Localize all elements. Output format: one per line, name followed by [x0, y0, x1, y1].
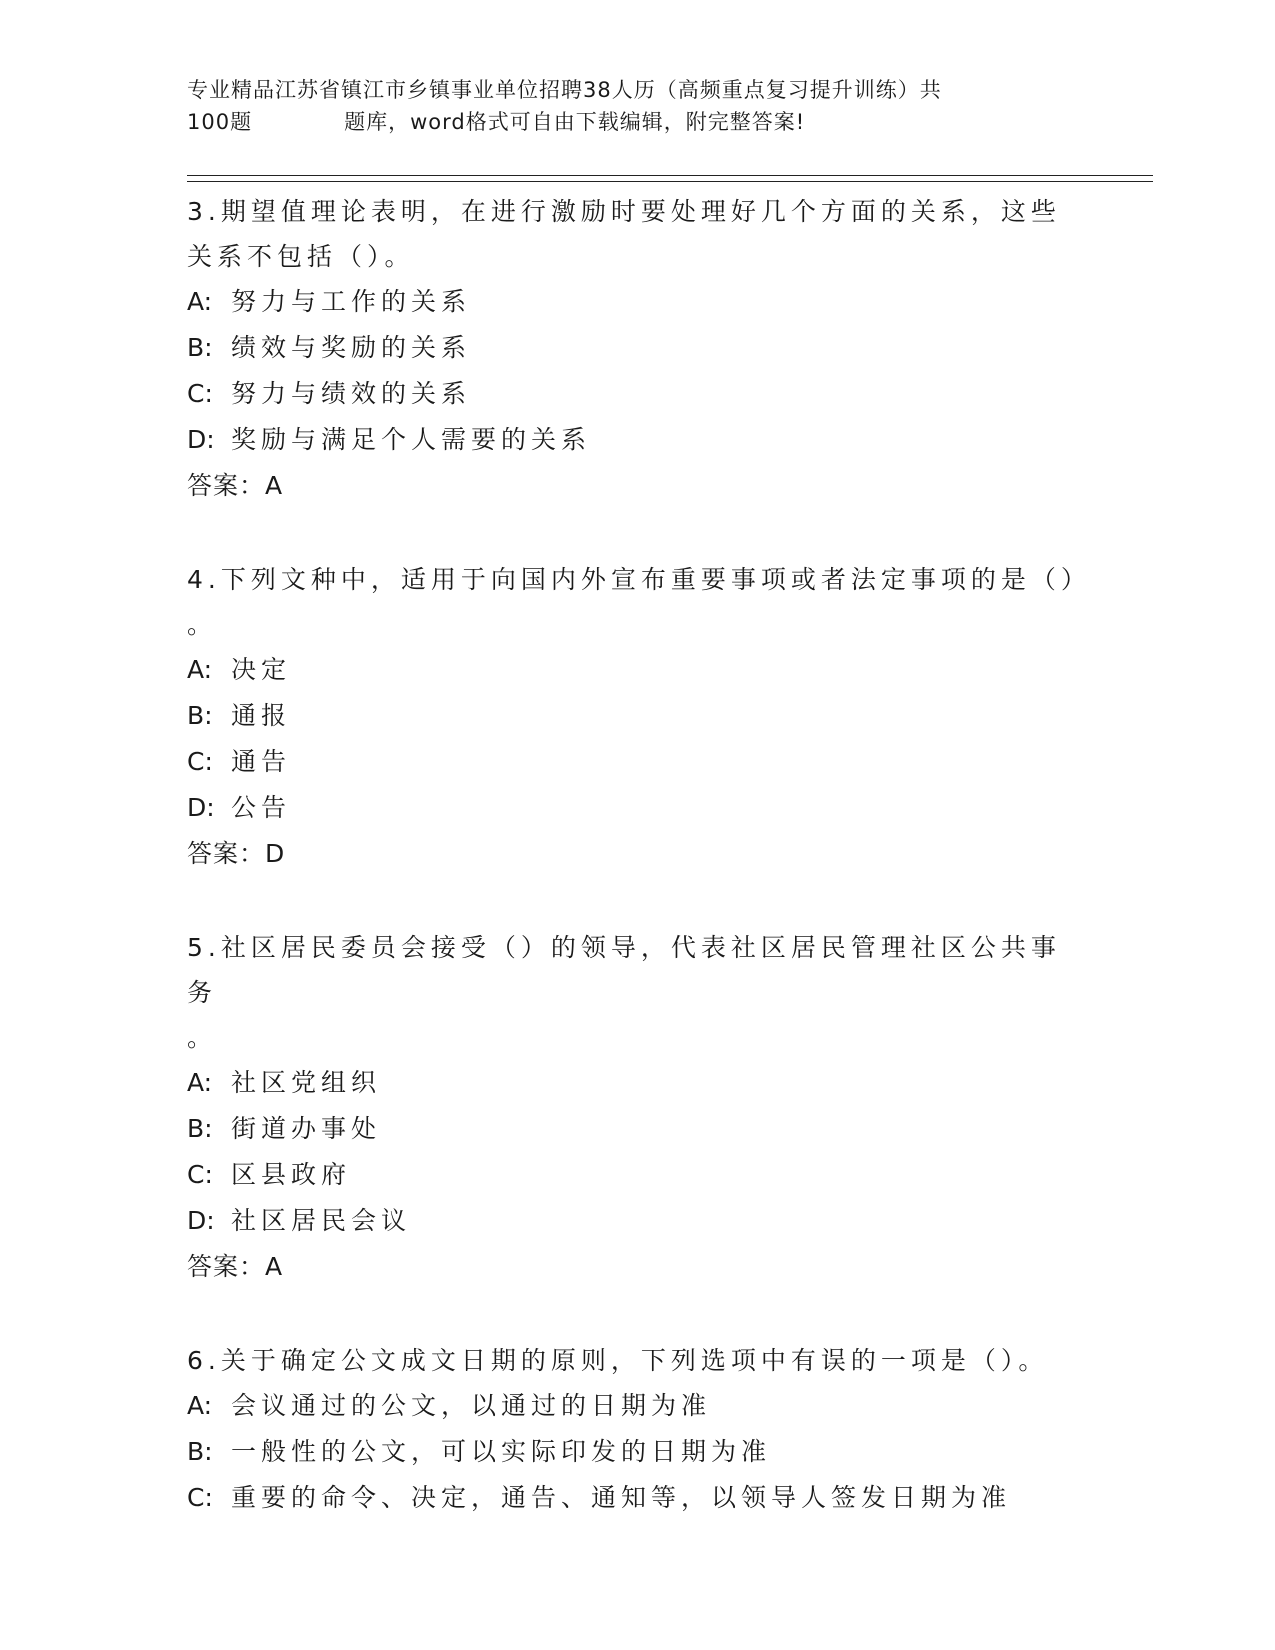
- option-text: 绩效与奖励的关系: [231, 333, 472, 362]
- header-title-line1: 专业精品江苏省镇江市乡镇事业单位招聘38人历（高频重点复习提升训练）共: [187, 78, 942, 102]
- option-letter: B:: [187, 333, 213, 362]
- option-d: [187, 785, 1087, 831]
- option-b: [187, 1429, 1087, 1475]
- header-description: 题库，word格式可自由下载编辑，附完整答案!: [344, 110, 806, 134]
- option-c: [187, 1152, 1087, 1198]
- header-question-count: 100题: [187, 110, 253, 134]
- option-letter: A:: [187, 1391, 213, 1420]
- option-a: [187, 279, 1087, 325]
- option-letter: D:: [187, 793, 215, 822]
- option-d: [187, 1198, 1087, 1244]
- option-text: 社区党组织: [231, 1068, 382, 1097]
- header-title-line2: [187, 106, 1067, 138]
- option-text: 努力与工作的关系: [231, 287, 472, 316]
- header-divider-top: [187, 175, 1153, 176]
- answer-text: 答案：A: [187, 1252, 284, 1281]
- option-a: [187, 647, 1087, 693]
- question-text-tail: 。: [187, 1023, 213, 1052]
- option-letter: D:: [187, 425, 215, 454]
- header-divider-bottom: [187, 181, 1153, 182]
- option-letter: B:: [187, 1437, 213, 1466]
- question-text-tail: 。: [187, 610, 213, 639]
- option-text: 会议通过的公文，以通过的日期为准: [231, 1391, 712, 1420]
- option-letter: B:: [187, 701, 213, 730]
- option-text: 街道办事处: [231, 1114, 382, 1143]
- option-c: [187, 1475, 1087, 1521]
- answer-text: 答案：D: [187, 839, 286, 868]
- option-letter: C:: [187, 379, 213, 408]
- question-text: 5.社区居民委员会接受（）的领导，代表社区居民管理社区公共事务: [187, 933, 1061, 1007]
- document-header: [187, 74, 1067, 138]
- answer-text: 答案：A: [187, 471, 284, 500]
- option-a: [187, 1383, 1087, 1429]
- option-b: [187, 1106, 1087, 1152]
- question-text: 6.关于确定公文成文日期的原则，下列选项中有误的一项是（）。: [187, 1346, 1049, 1375]
- option-letter: B:: [187, 1114, 213, 1143]
- option-c: [187, 739, 1087, 785]
- option-text: 公告: [231, 793, 292, 822]
- option-d: [187, 417, 1087, 463]
- option-text: 通报: [231, 701, 292, 730]
- option-text: 通告: [231, 747, 292, 776]
- option-text: 一般性的公文，可以实际印发的日期为准: [231, 1437, 772, 1466]
- question-item: [187, 925, 1087, 1289]
- option-text: 重要的命令、决定，通告、通知等，以领导人签发日期为准: [231, 1483, 1012, 1512]
- option-text: 区县政府: [231, 1160, 352, 1189]
- option-c: [187, 371, 1087, 417]
- option-letter: D:: [187, 1206, 215, 1235]
- option-letter: C:: [187, 747, 213, 776]
- question-list: [187, 189, 1091, 1570]
- option-b: [187, 693, 1087, 739]
- option-letter: C:: [187, 1160, 213, 1189]
- option-letter: A:: [187, 287, 213, 316]
- question-text: 3.期望值理论表明，在进行激励时要处理好几个方面的关系，这些关系不包括（）。: [187, 197, 1061, 271]
- option-text: 努力与绩效的关系: [231, 379, 472, 408]
- option-letter: C:: [187, 1483, 213, 1512]
- question-item: [187, 557, 1091, 876]
- option-a: [187, 1060, 1087, 1106]
- option-letter: A:: [187, 655, 213, 684]
- question-item: [187, 1338, 1087, 1521]
- question-item: [187, 189, 1087, 508]
- option-b: [187, 325, 1087, 371]
- option-letter: A:: [187, 1068, 213, 1097]
- option-text: 决定: [231, 655, 292, 684]
- option-text: 奖励与满足个人需要的关系: [231, 425, 592, 454]
- question-text: 4.下列文种中，适用于向国内外宣布重要事项或者法定事项的是（）: [187, 565, 1091, 594]
- option-text: 社区居民会议: [231, 1206, 412, 1235]
